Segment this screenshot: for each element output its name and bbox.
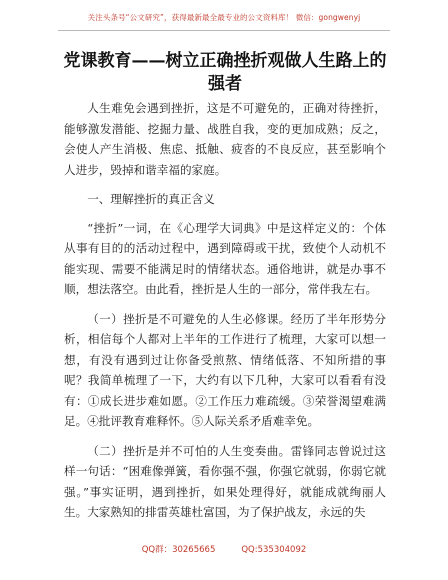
footer-qq-group: QQ群：30265665 — [141, 545, 216, 555]
paragraph-point-one: （一）挫折是不可避免的人生必修课。经历了半年形势分析，相信每个人都对上半年的工作进行了梳理，大家可以想一想，有没有遇到过让你备受煎熬、情绪低落、不知所措的事呢？我简单梳理了一下，大约有以下几种，大家可以看看有没有：①成长进步难如愿。②工作压力难疏缓。③荣誉渴望难满足。④批评教育难释怀。⑤人际关系矛盾难幸免。 — [64, 311, 386, 428]
section-heading: 一、理解挫折的真正含义 — [87, 192, 215, 206]
paragraph-intro: 人生难免会遇到挫折，这是不可避免的，正确对待挫折，能够激发潜能、挖掘力量、战胜自我，变的更加成熟；反之，会使人产生消极、焦虑、抵触、疲沓的不良反应，甚至影响个人进步，毁掉和谐幸福的家庭。 — [64, 101, 386, 177]
banner-divider — [58, 30, 390, 31]
page-title: 党课教育——树立正确挫折观做人生路上的强者 — [63, 51, 387, 94]
footer-qq: QQ:535304092 — [241, 545, 307, 555]
document-body — [64, 98, 386, 532]
footer — [0, 543, 448, 555]
paragraph-definition: “挫折”一词，在《心理学大词典》中是这样定义的：个体从事有目的的活动过程中，遇到障碍或干扰，致使个人动机不能实现、需要不能满足时的情绪状态。通俗地讲，就是办事不顺，想法落空。由此看，挫折是人生的一部分，常伴我左右。 — [64, 220, 386, 296]
top-banner: 关注头条号“公文研究”，获得最新最全最专业的公文资料库！ 微信：gongwenyj — [87, 13, 361, 22]
paragraph-point-two: （二）挫折是并不可怕的人生变奏曲。雷锋同志曾说过这样一句话：“困难像弹簧，看你强不强，你强它就弱，你弱它就强。”事实证明，遇到挫折，如果处理得好，就能成就绚丽人生。大家熟知的排雷英雄杜富国，为了保护战友，永远的失 — [64, 443, 386, 519]
